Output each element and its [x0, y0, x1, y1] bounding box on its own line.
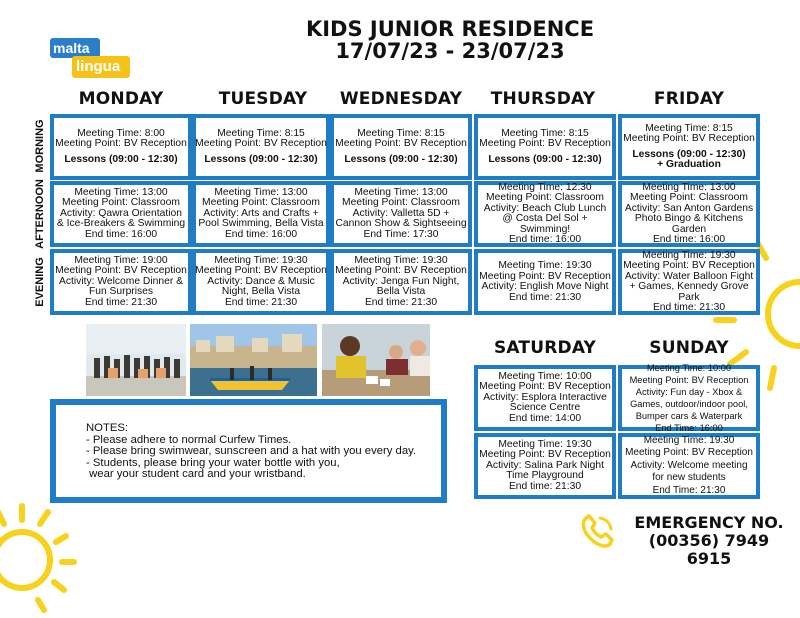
cell-line: Meeting Point: BV Reception [195, 265, 327, 277]
cell-line: Meeting Time: 19:30 [498, 260, 592, 271]
cell-line: Meeting Time: 13:00 [74, 186, 168, 198]
day-header-monday: MONDAY [78, 89, 164, 109]
cell-saturday-day [474, 365, 616, 431]
meeting-time: Meeting Time: 8:15 [645, 122, 733, 134]
cell-saturday-evening [474, 433, 616, 499]
cell-line: Meeting Point: BV Reception [625, 447, 753, 459]
sun-bottom-left-icon [0, 498, 80, 618]
logo-line1: malta [53, 40, 90, 56]
logo-line2: lingua [76, 58, 121, 75]
cell-line: Meeting Time: 19:30 [214, 254, 308, 266]
meeting-point: Meeting Point: BV Reception [195, 138, 327, 150]
day-header-thursday: THURSDAY [490, 89, 596, 109]
cell-line: Meeting Time: 13:00 [354, 186, 448, 198]
meeting-time: Meeting Time: 8:15 [501, 127, 589, 139]
cell-tuesday-evening [192, 249, 330, 315]
meeting-time: Meeting Time: 8:00 [77, 127, 165, 139]
notes-line: - Please adhere to normal Curfew Times. [86, 433, 292, 446]
notes-panel [50, 399, 447, 503]
cell-line: End Time: 16:00 [655, 423, 723, 433]
malta-lingua-logo [50, 38, 130, 82]
day-header-wednesday: WEDNESDAY [339, 89, 463, 109]
cell-monday-evening [50, 249, 192, 315]
cell-line: Meeting Time: 19:30 [643, 434, 735, 446]
cell-line: Bella Vista [376, 286, 426, 298]
cell-line: Activity: Esplora Interactive [483, 391, 607, 403]
cell-line: End time: 14:00 [508, 412, 582, 424]
meeting-point: Meeting Point: BV Reception [55, 138, 187, 150]
meeting-point: Meeting Point: BV Reception [623, 133, 755, 144]
cell-line: End time: 21:30 [508, 291, 582, 303]
title-line2: 17/07/23 - 23/07/23 [335, 39, 565, 63]
cell-monday-morning [50, 114, 192, 180]
notes-line: - Students, please bring your water bottle with you, [86, 456, 340, 469]
page-title [280, 18, 620, 62]
row-label-afternoon: AFTERNOON [34, 179, 46, 249]
cell-line: + Games, Kennedy Grove [629, 281, 749, 292]
cell-sunday-evening [618, 433, 760, 499]
cell-line: Meeting Point: Classroom [202, 197, 320, 209]
classroom-photo [322, 324, 430, 396]
cell-line: Activity: Jenga Fun Night, [342, 275, 460, 287]
cell-line: Meeting Point: BV Reception [479, 270, 611, 282]
cell-line: Park [678, 291, 700, 303]
cell-friday-afternoon [618, 181, 760, 247]
cell-line: Meeting Time: 19:30 [354, 254, 448, 266]
cell-line: Pool Swimming, Bella Vista [198, 218, 324, 230]
cell-line: Activity: Beach Club Lunch [483, 202, 607, 214]
cell-line: Meeting Time: 19:30 [642, 249, 736, 261]
cell-line: Activity: Dance & Music [207, 275, 315, 287]
cell-line: Meeting Time: 10:00 [498, 370, 592, 382]
graduation: + Graduation [657, 159, 721, 170]
cell-line: Meeting Point: BV Reception [55, 265, 187, 277]
emergency-block [624, 514, 794, 568]
cell-line: Activity: Welcome meeting [630, 459, 748, 471]
cell-line: & Ice-Breakers & Swimming [56, 218, 186, 230]
cell-line: End time: 21:30 [652, 302, 726, 313]
cell-friday-morning [618, 114, 760, 180]
lessons: Lessons (09:00 - 12:30) [64, 153, 178, 165]
cell-line: Activity: Salina Park Night [486, 459, 604, 471]
meeting-time: Meeting Time: 8:15 [357, 127, 445, 139]
cell-thursday-evening [474, 249, 616, 315]
cell-line: Time Playground [506, 470, 584, 482]
cell-line: Meeting Point: Classroom [630, 192, 748, 203]
cell-line: Meeting Time: 13:00 [214, 186, 308, 198]
cell-sunday-day [618, 365, 760, 431]
meeting-point: Meeting Point: BV Reception [479, 138, 611, 150]
meeting-point: Meeting Point: BV Reception [335, 138, 467, 150]
cell-line: Meeting Time: 12:30 [498, 181, 592, 193]
cell-thursday-afternoon [474, 181, 616, 247]
cell-wednesday-morning [330, 114, 472, 180]
cell-tuesday-morning [192, 114, 330, 180]
cell-line: Activity: Welcome Dinner & [59, 275, 183, 287]
cell-line: End time: 16:00 [652, 234, 726, 245]
cell-line: @ Costa Del Sol + [502, 213, 588, 224]
cell-line: Meeting Time: 13:00 [642, 181, 736, 193]
notes-line: - Please bring swimwear, sunscreen and a hat with you every day. [86, 445, 417, 457]
cell-line: Meeting Point: BV Reception [335, 265, 467, 277]
group-photo [86, 324, 186, 396]
cell-line: Activity: English Move Night [481, 281, 609, 292]
cell-line: End time: 21:30 [508, 480, 582, 492]
cell-line: Meeting Time: 19:30 [498, 438, 592, 450]
cell-line: End Time: 17:30 [363, 228, 439, 240]
cell-line: Meeting Point: Classroom [62, 197, 180, 209]
row-label-morning: MORNING [34, 119, 46, 173]
meeting-time: Meeting Time: 8:15 [217, 127, 305, 139]
cell-line: Meeting Point: BV Reception [629, 375, 749, 385]
cell-line: Night, Bella Vista [221, 286, 301, 298]
cell-line: Activity: Fun day - Xbox & [635, 387, 743, 397]
cell-line: Meeting Time: 19:00 [74, 254, 168, 266]
cell-wednesday-evening [330, 249, 472, 315]
day-header-sunday: SUNDAY [649, 338, 729, 358]
cell-tuesday-afternoon [192, 181, 330, 247]
cell-line: End time: 16:00 [84, 228, 158, 240]
cell-line: Games, outdoor/indoor pool, [630, 399, 748, 409]
notes-heading: NOTES: [86, 422, 129, 434]
cell-line: End time: 16:00 [224, 228, 298, 240]
cell-wednesday-afternoon [330, 181, 472, 247]
cell-line: Science Centre [509, 402, 581, 414]
cell-line: for new students [652, 472, 726, 484]
cell-line: Bumper cars & Waterpark [635, 411, 743, 421]
cell-line: Photo Bingo & Kitchens [634, 213, 744, 224]
cell-line: End time: 21:30 [364, 296, 438, 308]
cell-line: Activity: Water Balloon Fight [624, 270, 754, 282]
emergency-label: EMERGENCY NO. [634, 513, 784, 532]
cell-thursday-morning [474, 114, 616, 180]
cell-line: Garden [671, 223, 707, 235]
lessons: Lessons (09:00 - 12:30) [344, 153, 458, 165]
cell-line: Cannon Show & Sightseeing [335, 218, 467, 230]
lessons: Lessons (09:00 - 12:30) [488, 153, 602, 165]
cell-line: Meeting Point: BV Reception [479, 381, 611, 393]
cell-line: Meeting Point: Classroom [342, 197, 460, 209]
cell-line: End time: 21:30 [224, 296, 298, 308]
cell-line: End Time: 21:30 [652, 484, 726, 496]
day-header-saturday: SATURDAY [493, 338, 597, 358]
cell-line: End time: 21:30 [84, 296, 158, 308]
day-header-tuesday: TUESDAY [218, 89, 308, 109]
cell-line: Activity: Qawra Orientation [60, 207, 182, 219]
phone-icon [578, 512, 618, 552]
title-line1: KIDS JUNIOR RESIDENCE [305, 17, 595, 41]
cell-friday-evening [618, 249, 760, 315]
notes-line: wear your student card and your wristband. [86, 468, 306, 480]
cell-line: Meeting Point: BV Reception [479, 449, 611, 461]
emergency-number: (00356) 7949 6915 [648, 531, 770, 568]
cell-line: End time: 16:00 [508, 234, 582, 245]
cell-line: Activity: San Anton Gardens [624, 202, 754, 214]
cell-line: Swimming! [519, 223, 571, 235]
day-header-friday: FRIDAY [653, 89, 725, 109]
cell-line: Meeting Point: BV Reception [623, 260, 755, 271]
cell-line: Meeting Time: 10:00 [646, 363, 732, 373]
cell-monday-afternoon [50, 181, 192, 247]
harbour-photo [190, 324, 317, 396]
row-label-evening: EVENING [34, 257, 46, 307]
lessons: Lessons (09:00 - 12:30) [204, 153, 318, 165]
cell-line: Activity: Valletta 5D + [352, 207, 450, 219]
lessons: Lessons (09:00 - 12:30) [632, 148, 746, 160]
cell-line: Meeting Point: Classroom [486, 192, 604, 203]
cell-line: Activity: Arts and Crafts + [203, 207, 319, 219]
cell-line: Fun Surprises [88, 286, 154, 298]
